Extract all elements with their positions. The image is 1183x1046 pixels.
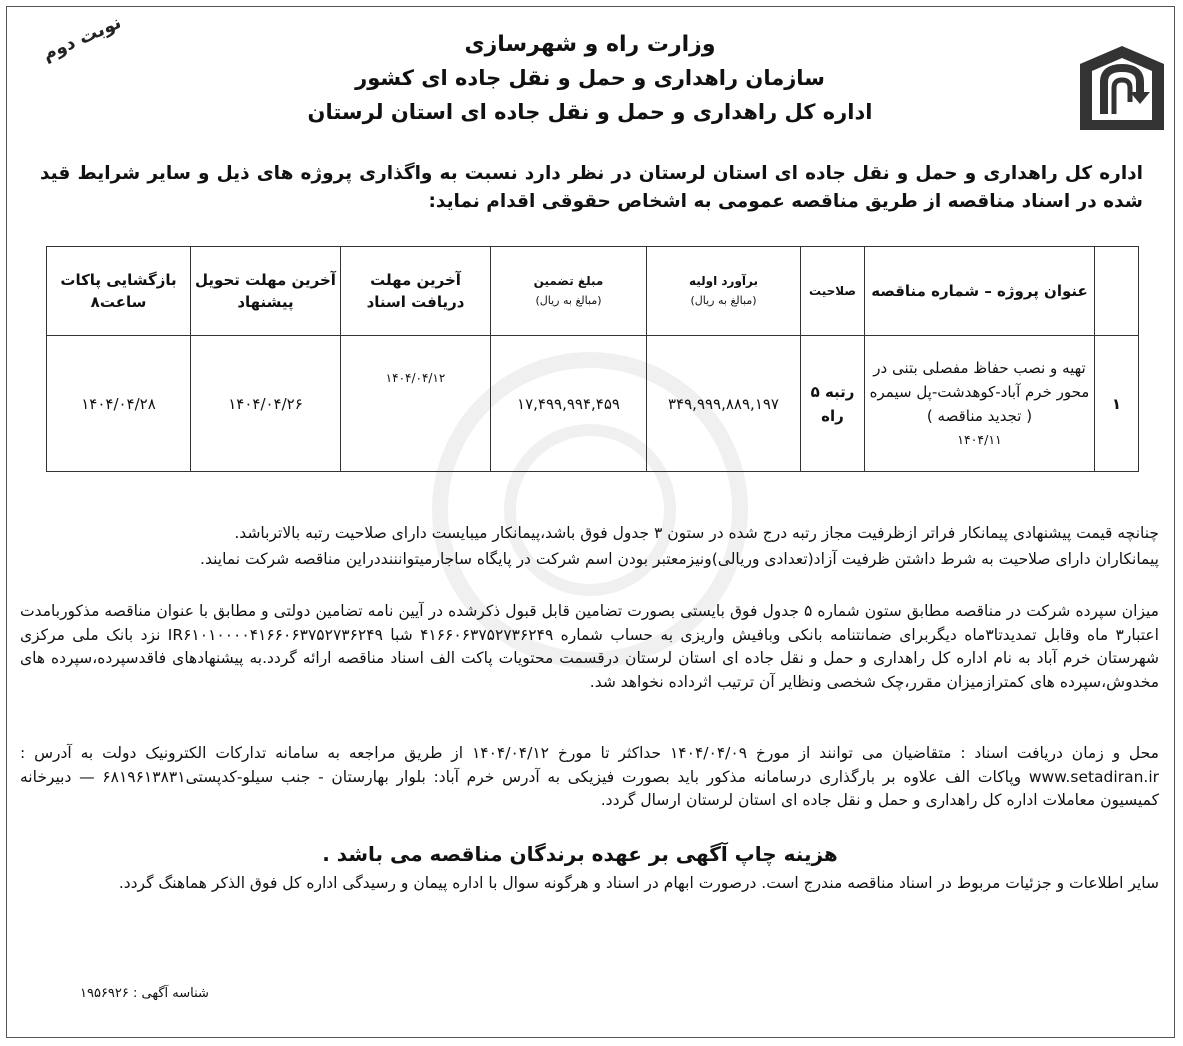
table-row <box>47 336 1139 472</box>
row-opening: ۱۴۰۴/۰۴/۲۸ <box>47 336 191 472</box>
row-guarantee: ۱۷,۴۹۹,۹۹۴,۴۵۹ <box>491 336 647 472</box>
capacity-paragraph: چنانچه قیمت پیشنهادی پیمانکار فراتر ازظرفیت مجاز رتبه درج شده در ستون ۳ جدول فوق باشد،پیمانکار میبایست دارای صلاحیت رتبه بالاترباشد. <box>234 524 1159 542</box>
table-header-row <box>47 247 1139 336</box>
tender-table <box>46 246 1139 472</box>
header-opening: بازگشایی پاکات ساعت۸ <box>47 247 191 336</box>
row-tender-code: ۱۴۰۴/۱۱ <box>957 431 1002 447</box>
header-estimate-label: برآورد اولیه <box>688 274 759 288</box>
row-offer-deadline: ۱۴۰۴/۰۴/۲۶ <box>191 336 341 472</box>
row-number: ۱ <box>1095 336 1139 472</box>
organization-title: سازمان راهداری و حمل و نقل جاده ای کشور <box>355 66 825 90</box>
header-title: عنوان پروژه – شماره مناقصه <box>865 247 1095 336</box>
header-estimate <box>647 247 801 336</box>
department-title: اداره کل راهداری و حمل و نقل جاده ای استان لرستان <box>307 100 873 124</box>
row-estimate: ۳۴۹,۹۹۹,۸۸۹,۱۹۷ <box>647 336 801 472</box>
header-guarantee <box>491 247 647 336</box>
header-estimate-unit: (مبالغ به ریال) <box>690 294 757 307</box>
header-grade: صلاحیت <box>801 247 865 336</box>
row-title: تهیه و نصب حفاظ مفصلی بتنی در محور خرم آباد-کوهدشت-پل سیمره ( تجدید مناقصه ) <box>869 358 1090 425</box>
ad-identifier: شناسه آگهی : ۱۹۵۶۹۲۶ <box>80 986 209 1001</box>
eligibility-paragraph: پیمانکاران دارای صلاحیت به شرط داشتن ظرفیت آزاد(تعدادی وریالی)ونیزمعتبر بودن اسم شرکت در پایگاه ساجارمیتوانننددراین مناقصه شرکت نمایند. <box>200 550 1159 568</box>
header-guarantee-label: مبلغ تضمین <box>533 274 604 288</box>
row-doc-deadline: ۱۴۰۴/۰۴/۱۲ <box>341 336 491 472</box>
header-guarantee-unit: (مبالغ به ریال) <box>535 294 602 307</box>
ministry-logo-icon <box>1078 44 1166 132</box>
ministry-title: وزارت راه و شهرسازی <box>464 32 716 57</box>
header-doc-deadline: آخرین مهلت دریافت اسناد <box>341 247 491 336</box>
other-info-paragraph: سایر اطلاعات و جزئیات مربوط در اسناد مناقصه مندرج است. درصورت ابهام در اسناد و هرگونه سوال با اداره پیمان و رسیدگی اداره کل فوق الذکر هماهنگ گردد. <box>118 874 1159 892</box>
header-offer-deadline: آخرین مهلت تحویل پیشنهاد <box>191 247 341 336</box>
header-number <box>1095 247 1139 336</box>
documents-paragraph: محل و زمان دریافت اسناد : متقاضیان می توانند از مورخ ۱۴۰۴/۰۴/۰۹ حداکثر تا مورخ ۱۴۰۴/۰۴/۱۲ از طریق مراجعه به سامانه تدارکات الکترونیک دولت به آدرس : www.setadiran.ir وپاکات الف علاوه بر بارگذاری درسامانه مذکور باید بصورت فیزیکی به آدرس خرم آباد: بلوار بهارستان - جنب سیلو-کدپستی۶۸۱۹۶۱۳۸۳۱ — دبیرخانه کمیسیون معاملات اداره کل راهداری و حمل و نقل جاده ای استان لرستان ارسال گردد. <box>20 744 1159 809</box>
advertising-cost-notice: هزینه چاپ آگهی بر عهده برندگان مناقصه می باشد . <box>322 842 838 866</box>
intro-paragraph: اداره کل راهداری و حمل و نقل جاده ای استان لرستان در نظر دارد نسبت به واگذاری پروژه های ذیل و سایر شرایط قید شده در اسناد مناقصه از طریق مناقصه عمومی به اشخاص حقوقی اقدام نماید: <box>40 163 1143 212</box>
second-publication-stamp: نوبت دوم <box>39 11 125 66</box>
row-grade: رتبه ۵ راه <box>801 336 865 472</box>
row-title-cell <box>865 336 1095 472</box>
deposit-paragraph: میزان سپرده شرکت در مناقصه مطابق ستون شماره ۵ جدول فوق بایستی بصورت تضامین قابل قبول ذکرشده در آیین نامه تضامین دولتی و مطابق با عنوان مناقصه مذکوربامدت اعتبار۳ ماه وقابل تمدیدتا۳ماه دیگربرای ضمانتنامه بانکی وبافیش واریزی به حساب شماره ۴۱۶۶۰۶۳۷۵۲۷۳۶۲۴۹ شبا IR۶۱۰۱۰۰۰۰۴۱۶۶۰۶۳۷۵۲۷۳۶۲۴۹ نزد بانک ملی مرکزی شهرستان خرم آباد به نام اداره کل راهداری و حمل و نقل جاده ای استان لرستان درقسمت محتویات پاکت الف اسناد مناقصه ارائه گردد.به پیشنهادهای فاقدسپرده،سپرده های مخدوش،سپرده های کمترازمیزان مقرر،چک شخصی ونظایر آن ترتیب اثرداده نخواهد شد. <box>20 602 1159 691</box>
